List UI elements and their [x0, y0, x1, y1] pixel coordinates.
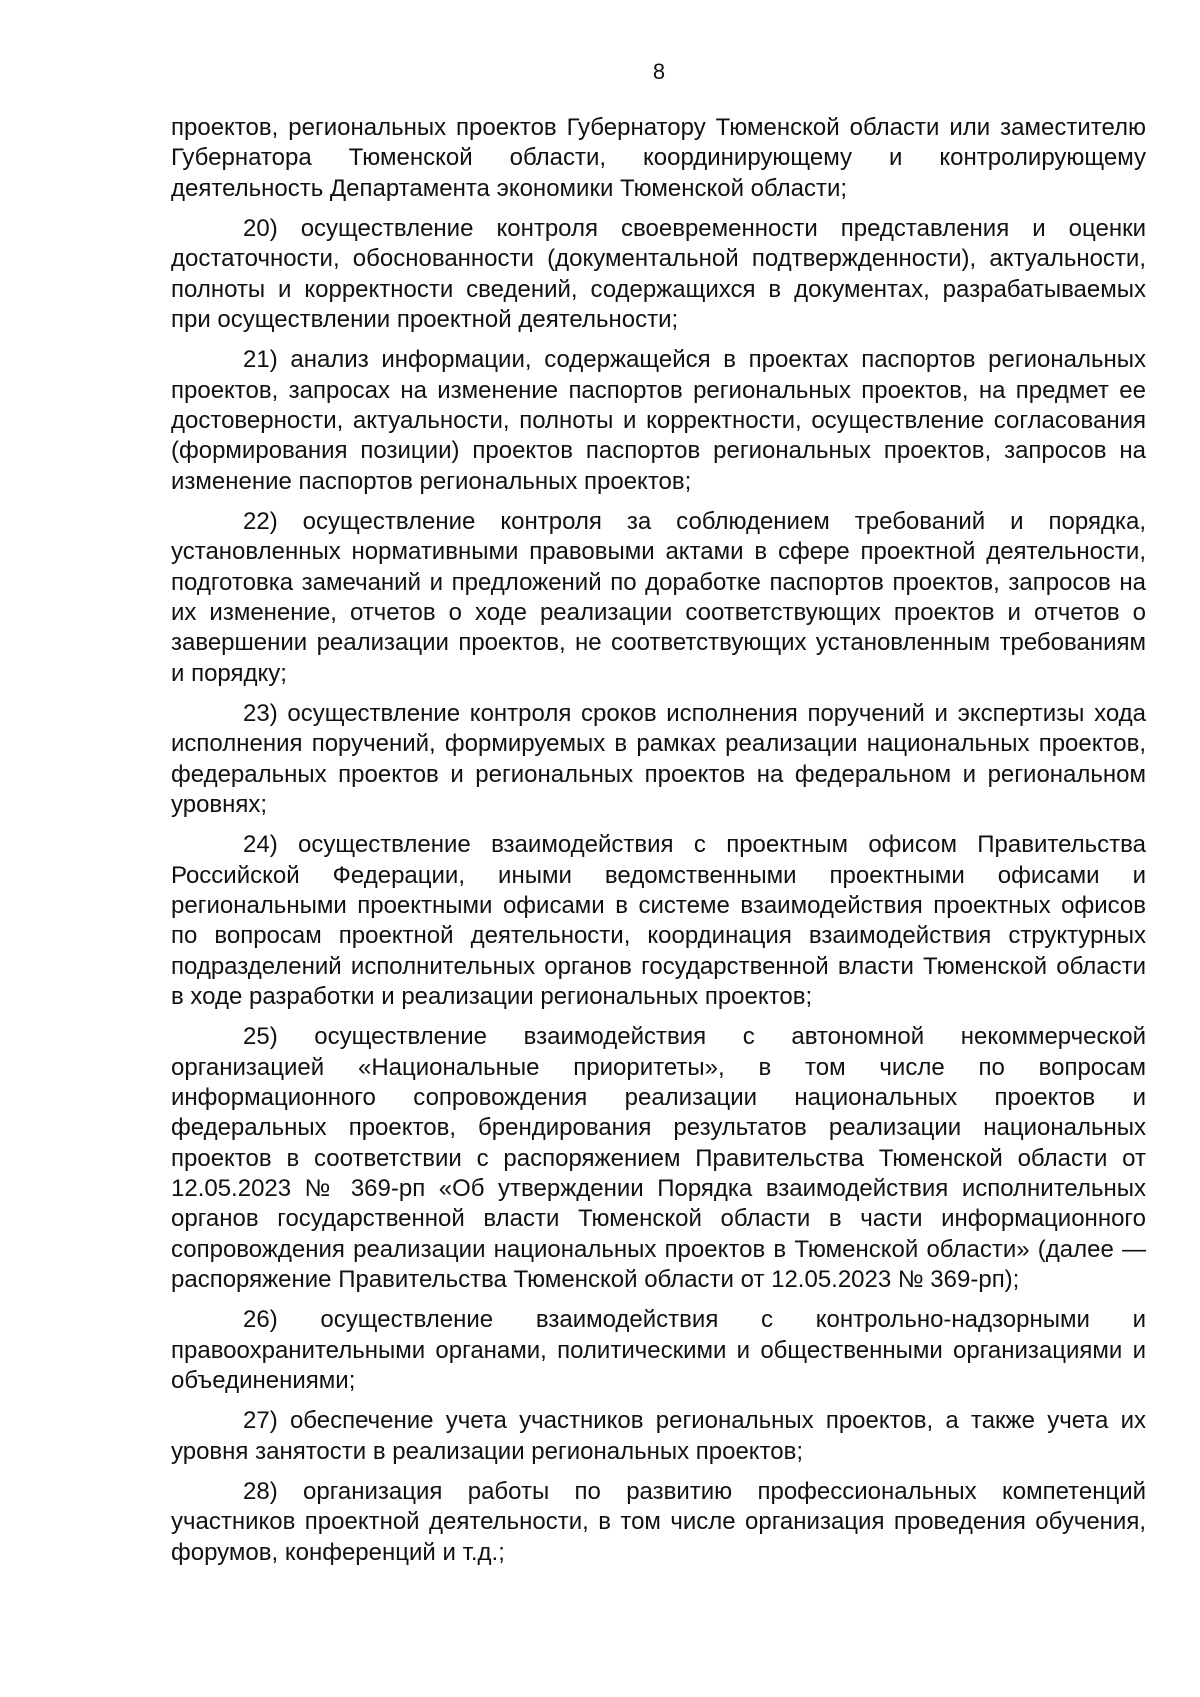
- paragraph-item-24: 24) осуществление взаимодействия с проектным офисом Правительства Российской Федерации, иными ведомственными проектными офисами и региональными проектными офисами в системе взаимодействия проектных офисов по вопросам проектной деятельности, координация взаимодействия структурных подразделений исполнительных органов государственной власти Тюменской области в ходе разработки и реализации региональных проектов;: [171, 831, 1146, 1010]
- paragraph-item-23: 23) осуществление контроля сроков исполнения поручений и экспертизы хода исполнения поручений, формируемых в рамках реализации национальных проектов, федеральных проектов и региональных проектов на федеральном и региональном уровнях;: [171, 700, 1146, 818]
- document-body: [171, 113, 1146, 1578]
- paragraph-item-20: 20) осуществление контроля своевременности представления и оценки достаточности, обоснованности (документальной подтвержденности), актуальности, полноты и корректности сведений, содержащихся в документах, разрабатываемых при осуществлении проектной деятельности;: [171, 215, 1146, 333]
- paragraph-item-27: 27) обеспечение учета участников региональных проектов, а также учета их уровня занятости в реализации региональных проектов;: [171, 1407, 1146, 1465]
- paragraph-item-22: 22) осуществление контроля за соблюдением требований и порядка, установленных нормативными правовыми актами в сфере проектной деятельности, подготовка замечаний и предложений по доработке паспортов проектов, запросов на их изменение, отчетов о ходе реализации соответствующих проектов и отчетов о завершении реализации проектов, не соответствующих установленным требованиям и порядку;: [171, 508, 1146, 687]
- paragraph-item-25: 25) осуществление взаимодействия с автономной некоммерческой организацией «Национальные приоритеты», в том числе по вопросам информационного сопровождения реализации национальных проектов и федеральных проектов, брендирования результатов реализации национальных проектов в соответствии с распоряжением Правительства Тюменской области от 12.05.2023 № 369-рп «Об утверждении Порядка взаимодействия исполнительных органов государственной власти Тюменской области в части информационного сопровождения реализации национальных проектов в Тюменской области» (далее — распоряжение Правительства Тюменской области от 12.05.2023 № 369-рп);: [171, 1023, 1146, 1293]
- page-number: 8: [652, 59, 666, 84]
- paragraph-item-28: 28) организация работы по развитию профессиональных компетенций участников проектной деятельности, в том числе организация проведения обучения, форумов, конференций и т.д.;: [171, 1478, 1146, 1566]
- paragraph-continuation: проектов, региональных проектов Губернатору Тюменской области или заместителю Губернатора Тюменской области, координирующему и контролирующему деятельность Департамента экономики Тюменской области;: [171, 114, 1146, 202]
- paragraph-item-21: 21) анализ информации, содержащейся в проектах паспортов региональных проектов, запросах на изменение паспортов региональных проектов, на предмет ее достоверности, актуальности, полноты и корректности, осуществление согласования (формирования позиции) проектов паспортов региональных проектов, запросов на изменение паспортов региональных проектов;: [171, 346, 1146, 495]
- paragraph-item-26: 26) осуществление взаимодействия с контрольно-надзорными и правоохранительными органами, политическими и общественными организациями и объединениями;: [171, 1306, 1146, 1394]
